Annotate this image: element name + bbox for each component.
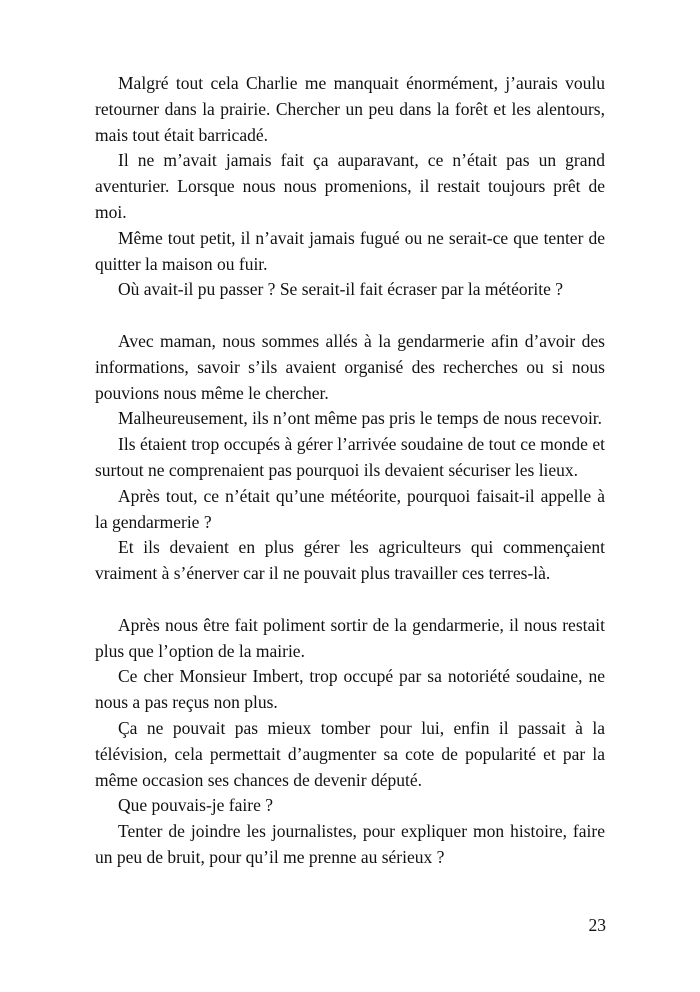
paragraph: Tenter de joindre les journalistes, pour expliquer mon histoire, faire un peu de bruit, pour qu’il me prenne au sérieux ? [95, 821, 605, 867]
paragraph: Et ils devaient en plus gérer les agriculteurs qui commençaient vraiment à s’énerver car il ne pouvait plus travailler ces terres-là. [95, 537, 605, 584]
paragraph: Après nous être fait poliment sortir de la gendarmerie, il nous restait plus que l’option de la mairie. [95, 614, 605, 661]
paragraph: Ils étaient trop occupés à gérer l’arrivée soudaine de tout ce monde et surtout ne comprenaient pas pourquoi ils devaient sécuriser les lieux. [95, 434, 605, 480]
paragraph: Après tout, ce n’était qu’une météorite, pourquoi faisait-il appelle à la gendarmerie ? [95, 485, 605, 532]
paragraph: Malheureusement, ils n’ont même pas pris le temps de nous recevoir. [118, 408, 603, 429]
section-break [95, 303, 605, 329]
paragraph: Où avait-il pu passer ? Se serait-il fait écraser par la météorite ? [118, 279, 564, 300]
paragraph: Ce cher Monsieur Imbert, trop occupé par sa notoriété soudaine, ne nous a pas reçus non plus. [95, 666, 605, 713]
paragraph: Malgré tout cela Charlie me manquait énormément, j’aurais voulu retourner dans la prairie. Chercher un peu dans la forêt et les alentours, mais tout était barricadé. [95, 73, 605, 145]
paragraph: Il ne m’avait jamais fait ça auparavant, ce n’était pas un grand aventurier. Lorsque nous nous promenions, il restait toujours prêt de moi. [95, 150, 605, 222]
paragraph: Même tout petit, il n’avait jamais fugué ou ne serait-ce que tenter de quitter la maison ou fuir. [95, 227, 605, 274]
paragraph: Avec maman, nous sommes allés à la gendarmerie afin d’avoir des informations, savoir s’ils avaient organisé des recherches ou si nous pouvions nous même le chercher. [95, 330, 605, 403]
paragraph: Ça ne pouvait pas mieux tomber pour lui, enfin il passait à la télévision, cela permettait d’augmenter sa cote de popularité et par la même occasion ses chances de devenir député. [95, 717, 605, 790]
page-number: 23 [588, 915, 606, 935]
paragraph: Que pouvais-je faire ? [118, 795, 273, 816]
section-break [95, 587, 605, 613]
body-text [95, 71, 605, 871]
